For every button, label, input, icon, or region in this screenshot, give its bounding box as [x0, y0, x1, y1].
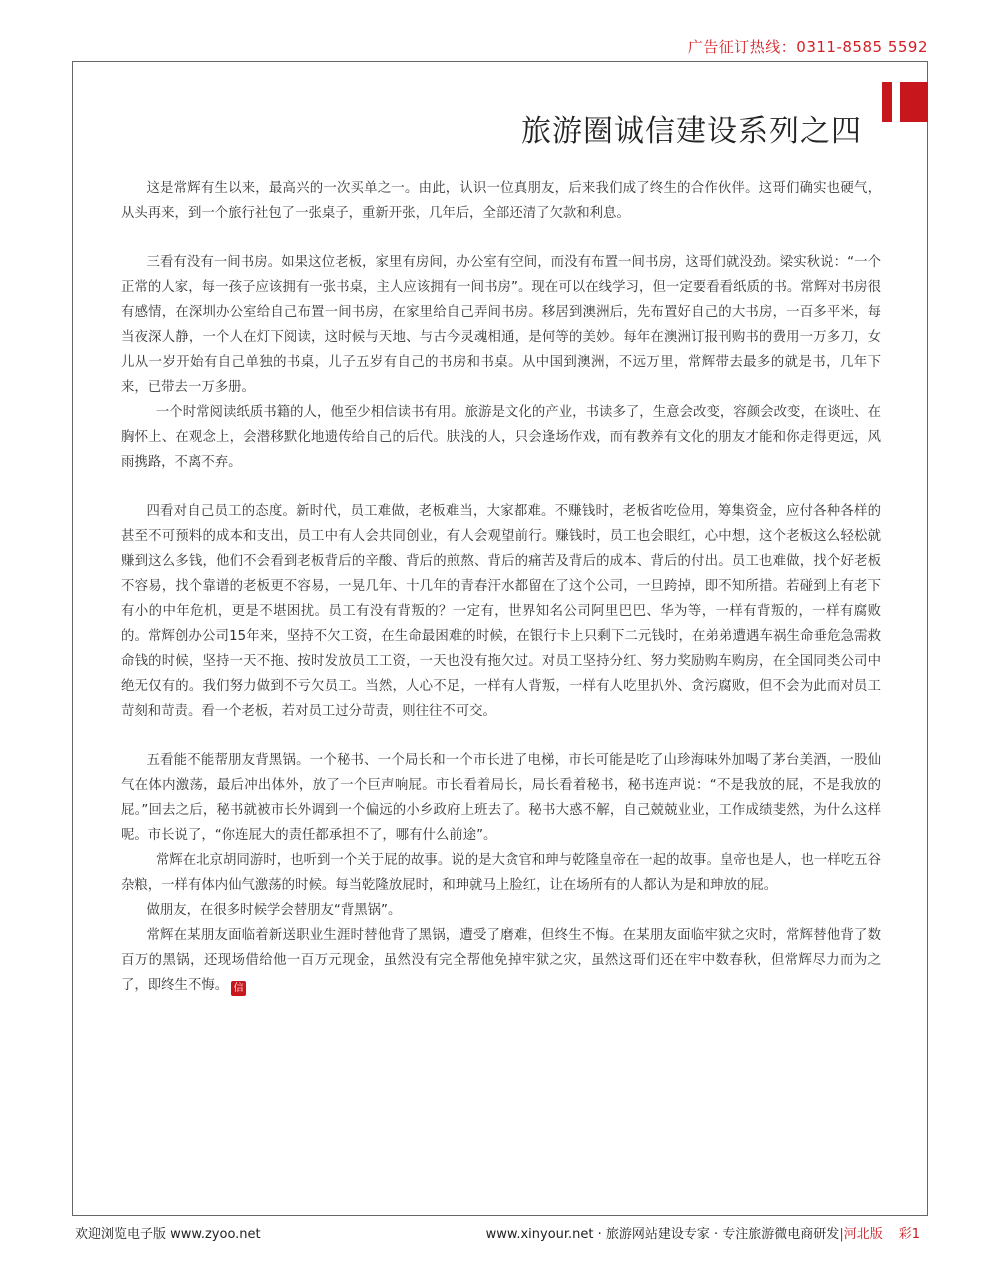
footer-website: 欢迎浏览电子版 www.zyoo.net — [75, 1227, 261, 1242]
paragraph-text: 常辉在某朋友面临着新送职业生涯时替他背了黑锅，遭受了磨难，但终生不悔。在某朋友面临牢狱之灾时，常辉替他背了数百万的黑锅，还现场借给他一百万元现金，虽然没有完全帮他免掉牢狱之灾，虽然这哥们还在牢中数春秋，但常辉尽力而为之了，即终生不悔。 — [121, 928, 881, 993]
footer-edition: 河北版 — [843, 1227, 883, 1242]
seal-stamp-icon: 信 — [231, 981, 246, 996]
article-body — [121, 176, 881, 998]
paragraph: 三看有没有一间书房。如果这位老板，家里有房间，办公室有空间，而没有布置一间书房，这哥们就没劲。梁实秋说：“一个正常的人家，每一孩子应该拥有一张书桌，主人应该拥有一间书房”。现在可以在线学习，但一定要看看纸质的书。常辉对书房很有感情，在深圳办公室给自己布置一间书房，在家里给自己弄间书房。移居到澳洲后，先布置好自己的大书房，一百多平米，每当夜深人静，一个人在灯下阅读，这时候与天地、与古今灵魂相通，是何等的美妙。每年在澳洲订报刊购书的费用一万多刀，女儿从一岁开始有自己单独的书桌，儿子五岁有自己的书房和书桌。从中国到澳洲，不远万里，常辉带去最多的就是书，几年下来，已带去一万多册。 — [121, 255, 881, 395]
page-number: 彩1 — [898, 1227, 920, 1242]
footer-slogan: www.xinyour.net · 旅游网站建设专家 · 专注旅游微电商研发 — [485, 1227, 840, 1242]
paragraph: 这是常辉有生以来，最高兴的一次买单之一。由此，认识一位真朋友，后来我们成了终生的合作伙伴。这哥们确实也硬气，从头再来，到一个旅行社包了一张桌子，重新开张，几年后，全部还清了欠款和利息。 — [121, 181, 881, 221]
footer-separator: | — [839, 1227, 844, 1242]
title-accent-bar-thick — [900, 82, 928, 122]
paragraph: 一个时常阅读纸质书籍的人，他至少相信读书有用。旅游是文化的产业，书读多了，生意会改变，容颜会改变，在谈吐、在胸怀上、在观念上，会潜移默化地遗传给自己的后代。肤浅的人，只会逢场作戏，而有教养有文化的朋友才能和你走得更远，风雨携路，不离不弃。 — [121, 405, 881, 470]
ad-hotline: 广告征订热线：0311-8585 5592 — [687, 38, 928, 56]
title-accent-bar-thin — [882, 82, 892, 122]
footer-info — [486, 1223, 920, 1242]
paragraph: 四看对自己员工的态度。新时代，员工难做，老板难当，大家都难。不赚钱时，老板省吃俭用，筹集资金，应付各种各样的甚至不可预料的成本和支出，员工中有人会共同创业，有人会观望前行。赚钱时，员工也会眼红，心中想，这个老板这么轻松就赚到这么多钱，他们不会看到老板背后的辛酸、背后的煎熬、背后的痛苦及背后的成本、背后的付出。员工也难做，找个好老板不容易，找个靠谱的老板更不容易，一晃几年、十几年的青春汗水都留在了这个公司，一旦跨掉，即不知所措。若碰到上有老下有小的中年危机，更是不堪困扰。员工有没有背叛的？一定有，世界知名公司阿里巴巴、华为等，一样有背叛的，一样有腐败的。常辉创办公司15年来，坚持不欠工资，在生命最困难的时候，在银行卡上只剩下二元钱时，在弟弟遭遇车祸生命垂危急需救命钱的时候，坚持一天不拖、按时发放员工工资，一天也没有拖欠过。对员工坚持分红、努力奖励购车购房，在全国同类公司中绝无仅有的。我们努力做到不亏欠员工。当然，人心不足，一样有人背叛，一样有人吃里扒外、贪污腐败，但不会为此而对员工苛刻和苛责。看一个老板，若对员工过分苛责，则往往不可交。 — [121, 504, 881, 719]
paragraph: 五看能不能帮朋友背黑锅。一个秘书、一个局长和一个市长进了电梯，市长可能是吃了山珍海味外加喝了茅台美酒，一股仙气在体内激荡，最后冲出体外，放了一个巨声响屁。市长看着局长，局长看着秘书，秘书连声说：“不是我放的屁，不是我放的屁。”回去之后，秘书就被市长外调到一个偏远的小乡政府上班去了。秘书大惑不解，自己兢兢业业，工作成绩斐然，为什么这样呢。市长说了，“你连屁大的责任都承担不了，哪有什么前途”。 — [121, 753, 881, 843]
paragraph — [121, 923, 881, 998]
page-title: 旅游圈诚信建设系列之四 — [521, 114, 862, 150]
paragraph: 常辉在北京胡同游时，也听到一个关于屁的故事。说的是大贪官和珅与乾隆皇帝在一起的故事。皇帝也是人，也一样吃五谷杂粮，一样有体内仙气激荡的时候。每当乾隆放屁时，和珅就马上脸红，让在场所有的人都认为是和珅放的屁。 — [121, 853, 881, 893]
paragraph: 做朋友，在很多时候学会替朋友“背黑锅”。 — [146, 903, 402, 918]
